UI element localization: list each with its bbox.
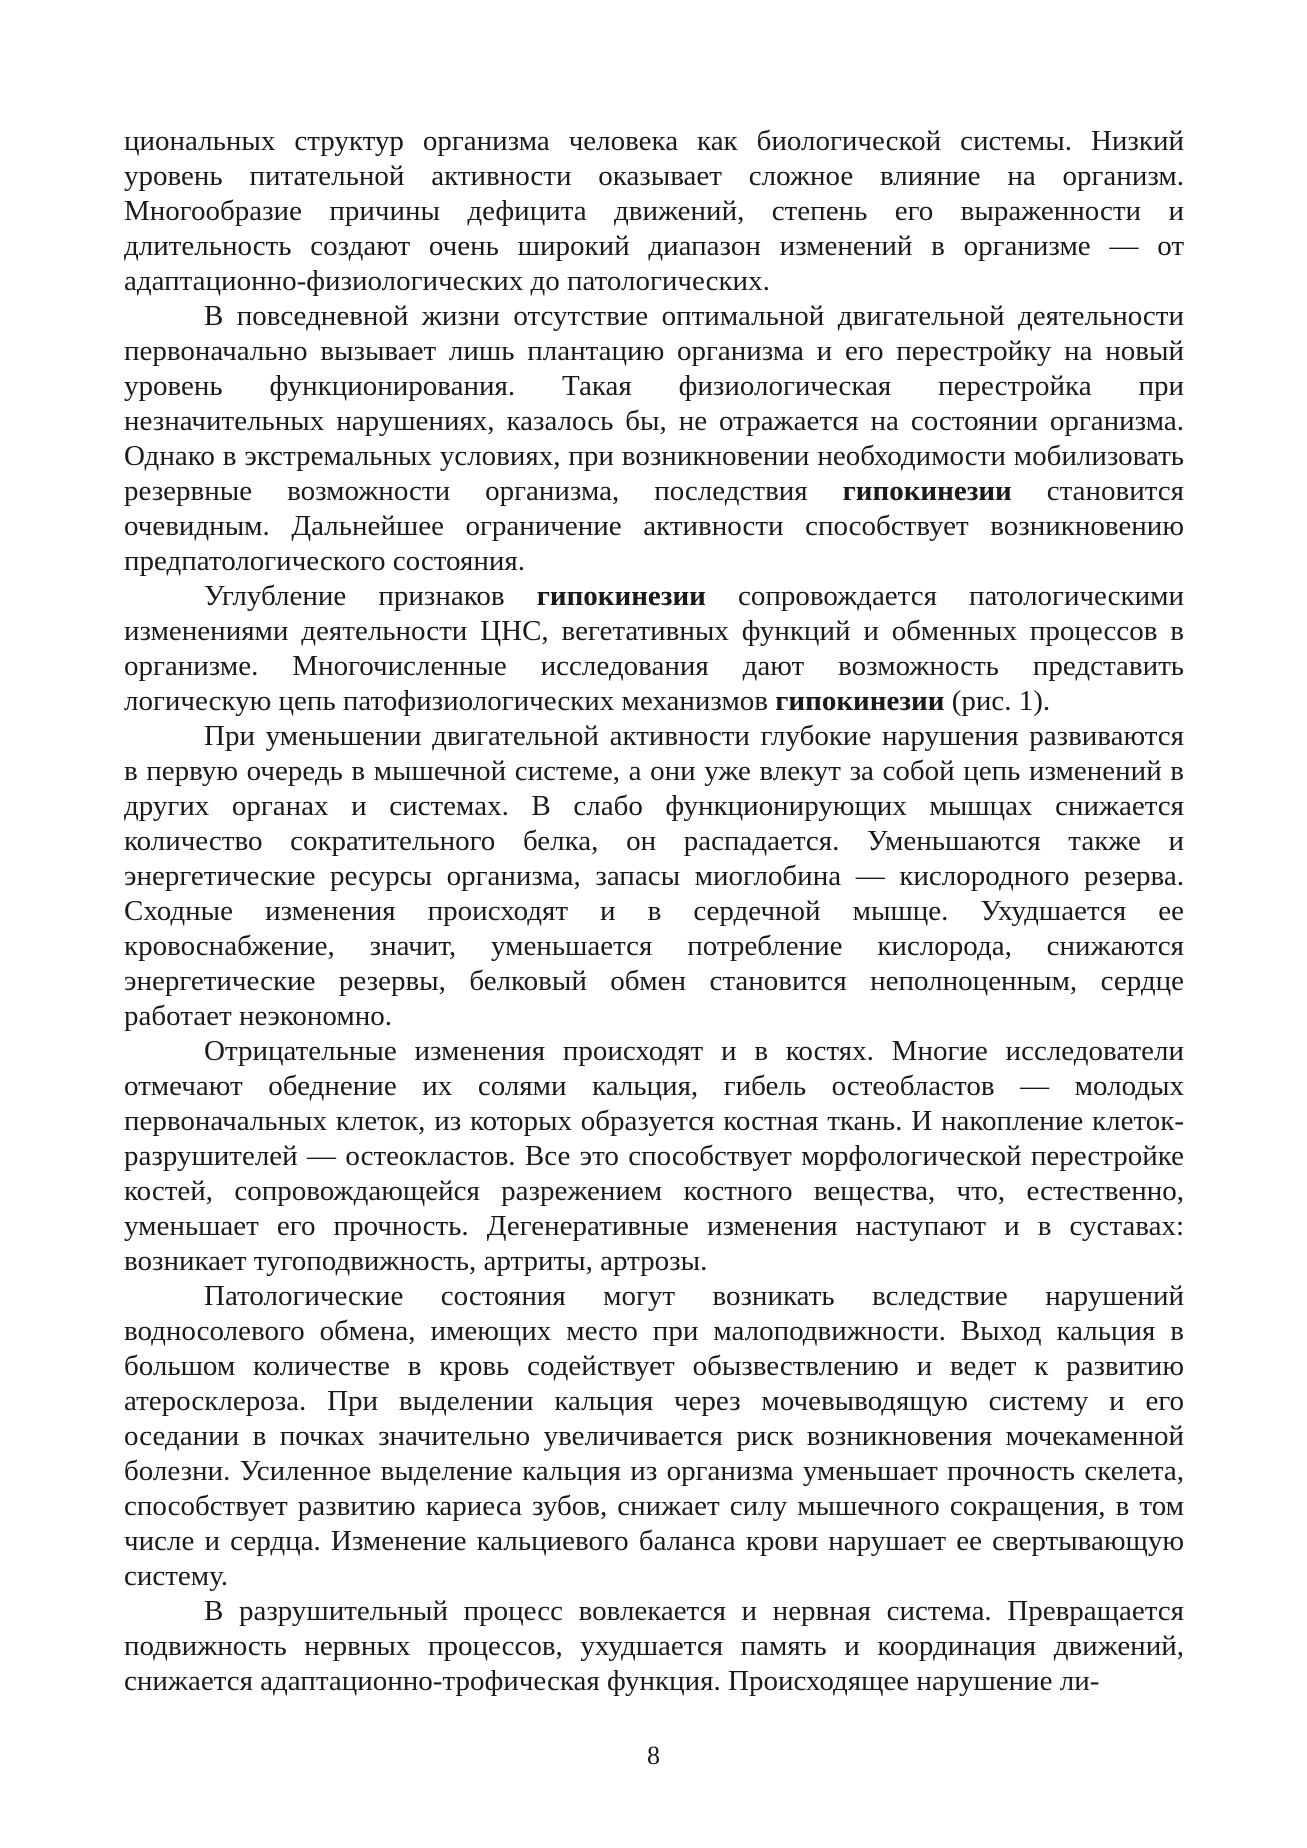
- bold-term: гипокинезии: [842, 475, 1012, 507]
- text-segment: сопровождается патологическими изменениями деятельности ЦНС, вегетативных функций и обменных процессов в организме. Многочисленные исследования дают возможность представить логическую цепь патофизиологических механизмов: [124, 580, 1184, 717]
- bold-term: гипокинезии: [536, 580, 706, 612]
- bold-term: гипокинезии: [775, 685, 945, 717]
- text-segment: В повседневной жизни отсутствие оптимальной двигательной деятельности первоначально вызывает лишь плантацию организма и его перестройку на новый уровень функционирования. Такая физиологическая перестройка при незначительных нарушениях, казалось бы, не отражается на состоянии организма. Однако в экстремальных условиях, при возникновении необходимости мобилизовать резервные возможности организма, последствия: [124, 300, 1184, 507]
- text-segment: При уменьшении двигательной активности глубокие нарушения развиваются в первую очередь в мышечной системе, а они уже влекут за собой цепь изменений в других органах и системах. В слабо функционирующих мышцах снижается количество сократительного белка, он распадается. Уменьшаются также и энергетические ресурсы организма, запасы миоглобина — кислородного резерва. Сходные изменения происходят и в сердечной мышце. Ухудшается ее кровоснабжение, значит, уменьшается потребление кислорода, снижаются энергетические резервы, белковый обмен становится неполноценным, сердце работает неэкономно.: [124, 720, 1184, 1032]
- text-segment: В разрушительный процесс вовлекается и нервная система. Превращается подвижность нервных процессов, ухудшается память и координация движений, снижается адаптационно-трофическая функция. Происходящее нарушение ли-: [124, 1595, 1184, 1697]
- paragraph: [124, 124, 1184, 299]
- paragraph: [124, 719, 1184, 1034]
- page-number: 8: [647, 1741, 660, 1770]
- paragraph: [124, 299, 1184, 579]
- body-text: [124, 124, 1184, 1699]
- paragraph: [124, 1594, 1184, 1699]
- text-segment: становится очевидным. Дальнейшее ограничение активности способствует возникновению предпатологического состояния.: [124, 475, 1184, 577]
- text-segment: Отрицательные изменения происходят и в костях. Многие исследователи отмечают обеднение их солями кальция, гибель остеобластов — молодых первоначальных клеток, из которых образуется костная ткань. И накопление клеток-разрушителей — остеокластов. Все это способствует морфологической перестройке костей, сопровождающейся разрежением костного вещества, что, естественно, уменьшает его прочность. Дегенеративные изменения наступают и в суставах: возникает тугоподвижность, артриты, артрозы.: [124, 1035, 1184, 1277]
- paragraph: [124, 579, 1184, 719]
- paragraph: [124, 1279, 1184, 1594]
- text-segment: циональных структур организма человека как биологической системы. Низкий уровень питательной активности оказывает сложное влияние на организм. Многообразие причины дефицита движений, степень его выраженности и длительность создают очень широкий диапазон изменений в организме — от адаптационно-физиологических до патологических.: [124, 125, 1184, 297]
- paragraph: [124, 1034, 1184, 1279]
- text-segment: Патологические состояния могут возникать вследствие нарушений водносолевого обмена, имеющих место при малоподвижности. Выход кальция в большом количестве в кровь содействует обызвествлению и ведет к развитию атеросклероза. При выделении кальция через мочевыводящую систему и его оседании в почках значительно увеличивается риск возникновения мочекаменной болезни. Усиленное выделение кальция из организма уменьшает прочность скелета, способствует развитию кариеса зубов, снижает силу мышечного сокращения, в том числе и сердца. Изменение кальциевого баланса крови нарушает ее свертывающую систему.: [124, 1280, 1184, 1592]
- text-segment: (рис. 1).: [944, 685, 1051, 717]
- text-segment: Углубление признаков: [204, 580, 537, 612]
